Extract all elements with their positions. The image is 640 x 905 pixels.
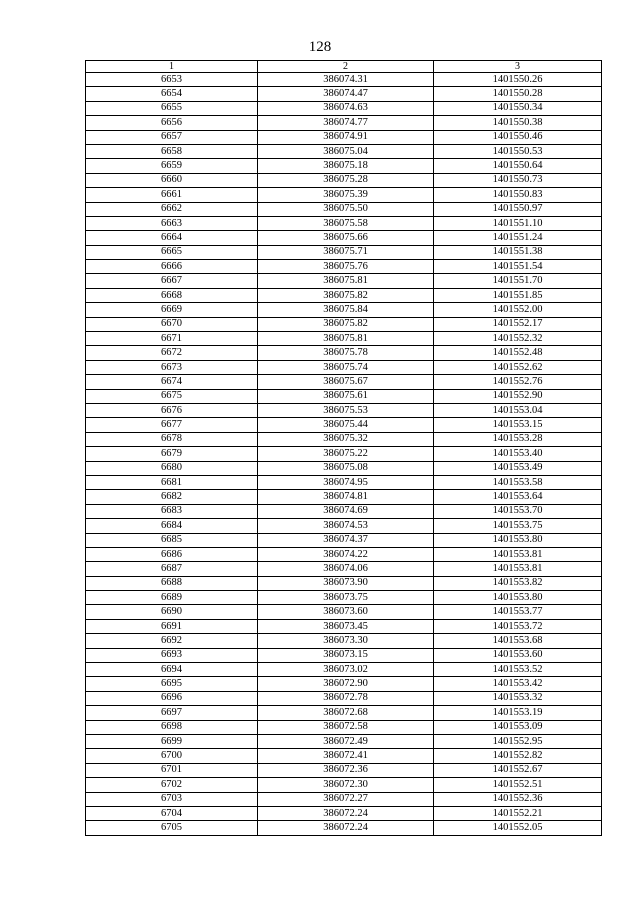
y-coordinate-cell: 1401553.72: [434, 619, 602, 633]
y-coordinate-cell: 1401553.19: [434, 706, 602, 720]
point-number-cell: 6689: [86, 591, 258, 605]
point-number-cell: 6674: [86, 375, 258, 389]
y-coordinate-cell: 1401551.70: [434, 274, 602, 288]
table-row: [86, 360, 602, 374]
point-number-cell: 6657: [86, 130, 258, 144]
y-coordinate-cell: 1401553.81: [434, 547, 602, 561]
table-row: [86, 677, 602, 691]
x-coordinate-cell: 386072.90: [258, 677, 434, 691]
table-row: [86, 188, 602, 202]
x-coordinate-cell: 386075.81: [258, 274, 434, 288]
point-number-cell: 6658: [86, 144, 258, 158]
x-coordinate-cell: 386074.22: [258, 547, 434, 561]
table-row: [86, 461, 602, 475]
x-coordinate-cell: 386075.32: [258, 432, 434, 446]
point-number-cell: 6693: [86, 648, 258, 662]
x-coordinate-cell: 386072.24: [258, 806, 434, 820]
x-coordinate-cell: 386074.47: [258, 87, 434, 101]
table-row: [86, 734, 602, 748]
y-coordinate-cell: 1401550.34: [434, 101, 602, 115]
x-coordinate-cell: 386073.60: [258, 605, 434, 619]
y-coordinate-cell: 1401553.58: [434, 475, 602, 489]
y-coordinate-cell: 1401550.38: [434, 116, 602, 130]
x-coordinate-cell: 386075.71: [258, 245, 434, 259]
y-coordinate-cell: 1401553.80: [434, 591, 602, 605]
point-number-cell: 6679: [86, 447, 258, 461]
y-coordinate-cell: 1401553.09: [434, 720, 602, 734]
point-number-cell: 6700: [86, 749, 258, 763]
x-coordinate-cell: 386072.78: [258, 691, 434, 705]
y-coordinate-cell: 1401552.95: [434, 734, 602, 748]
x-coordinate-cell: 386074.69: [258, 504, 434, 518]
table-row: [86, 375, 602, 389]
x-coordinate-cell: 386074.81: [258, 490, 434, 504]
x-coordinate-cell: 386075.39: [258, 188, 434, 202]
table-row: [86, 778, 602, 792]
y-coordinate-cell: 1401553.15: [434, 418, 602, 432]
y-coordinate-cell: 1401553.32: [434, 691, 602, 705]
y-coordinate-cell: 1401550.64: [434, 159, 602, 173]
table-row: [86, 202, 602, 216]
coordinates-table: [85, 60, 602, 836]
x-coordinate-cell: 386072.49: [258, 734, 434, 748]
point-number-cell: 6688: [86, 576, 258, 590]
table-row: [86, 519, 602, 533]
point-number-cell: 6702: [86, 778, 258, 792]
x-coordinate-cell: 386075.74: [258, 360, 434, 374]
y-coordinate-cell: 1401551.24: [434, 231, 602, 245]
y-coordinate-cell: 1401552.21: [434, 806, 602, 820]
x-coordinate-cell: 386074.91: [258, 130, 434, 144]
x-coordinate-cell: 386075.04: [258, 144, 434, 158]
x-coordinate-cell: 386075.61: [258, 389, 434, 403]
y-coordinate-cell: 1401550.73: [434, 173, 602, 187]
point-number-cell: 6678: [86, 432, 258, 446]
point-number-cell: 6662: [86, 202, 258, 216]
y-coordinate-cell: 1401550.83: [434, 188, 602, 202]
y-coordinate-cell: 1401550.53: [434, 144, 602, 158]
x-coordinate-cell: 386072.30: [258, 778, 434, 792]
x-coordinate-cell: 386075.81: [258, 332, 434, 346]
y-coordinate-cell: 1401552.32: [434, 332, 602, 346]
y-coordinate-cell: 1401552.62: [434, 360, 602, 374]
x-coordinate-cell: 386072.68: [258, 706, 434, 720]
point-number-cell: 6670: [86, 317, 258, 331]
x-coordinate-cell: 386073.30: [258, 634, 434, 648]
point-number-cell: 6671: [86, 332, 258, 346]
table-row: [86, 144, 602, 158]
point-number-cell: 6673: [86, 360, 258, 374]
table-row: [86, 231, 602, 245]
y-coordinate-cell: 1401553.75: [434, 519, 602, 533]
point-number-cell: 6697: [86, 706, 258, 720]
table-row: [86, 432, 602, 446]
point-number-cell: 6664: [86, 231, 258, 245]
y-coordinate-cell: 1401550.46: [434, 130, 602, 144]
x-coordinate-cell: 386075.66: [258, 231, 434, 245]
y-coordinate-cell: 1401552.05: [434, 821, 602, 835]
table-row: [86, 504, 602, 518]
x-coordinate-cell: 386073.45: [258, 619, 434, 633]
column-header-2: 2: [258, 61, 434, 73]
x-coordinate-cell: 386075.84: [258, 303, 434, 317]
point-number-cell: 6680: [86, 461, 258, 475]
table-row: [86, 490, 602, 504]
x-coordinate-cell: 386074.53: [258, 519, 434, 533]
table-row: [86, 403, 602, 417]
table-row: [86, 648, 602, 662]
table-row: [86, 245, 602, 259]
x-coordinate-cell: 386072.27: [258, 792, 434, 806]
table-row: [86, 792, 602, 806]
y-coordinate-cell: 1401550.97: [434, 202, 602, 216]
x-coordinate-cell: 386075.08: [258, 461, 434, 475]
table-row: [86, 749, 602, 763]
point-number-cell: 6661: [86, 188, 258, 202]
point-number-cell: 6705: [86, 821, 258, 835]
x-coordinate-cell: 386074.06: [258, 562, 434, 576]
point-number-cell: 6655: [86, 101, 258, 115]
y-coordinate-cell: 1401552.51: [434, 778, 602, 792]
table-row: [86, 691, 602, 705]
x-coordinate-cell: 386075.18: [258, 159, 434, 173]
y-coordinate-cell: 1401552.76: [434, 375, 602, 389]
point-number-cell: 6659: [86, 159, 258, 173]
table-row: [86, 619, 602, 633]
point-number-cell: 6698: [86, 720, 258, 734]
point-number-cell: 6672: [86, 346, 258, 360]
point-number-cell: 6654: [86, 87, 258, 101]
y-coordinate-cell: 1401553.70: [434, 504, 602, 518]
y-coordinate-cell: 1401552.00: [434, 303, 602, 317]
point-number-cell: 6653: [86, 73, 258, 87]
table-row: [86, 87, 602, 101]
x-coordinate-cell: 386073.15: [258, 648, 434, 662]
y-coordinate-cell: 1401550.28: [434, 87, 602, 101]
point-number-cell: 6665: [86, 245, 258, 259]
table-row: [86, 274, 602, 288]
table-row: [86, 332, 602, 346]
y-coordinate-cell: 1401553.68: [434, 634, 602, 648]
table-row: [86, 663, 602, 677]
x-coordinate-cell: 386075.82: [258, 317, 434, 331]
point-number-cell: 6690: [86, 605, 258, 619]
table-row: [86, 576, 602, 590]
x-coordinate-cell: 386073.75: [258, 591, 434, 605]
point-number-cell: 6695: [86, 677, 258, 691]
table-row: [86, 706, 602, 720]
y-coordinate-cell: 1401553.40: [434, 447, 602, 461]
table-row: [86, 116, 602, 130]
y-coordinate-cell: 1401553.52: [434, 663, 602, 677]
y-coordinate-cell: 1401552.67: [434, 763, 602, 777]
point-number-cell: 6701: [86, 763, 258, 777]
y-coordinate-cell: 1401552.17: [434, 317, 602, 331]
table-row: [86, 605, 602, 619]
x-coordinate-cell: 386074.77: [258, 116, 434, 130]
point-number-cell: 6686: [86, 547, 258, 561]
y-coordinate-cell: 1401553.04: [434, 403, 602, 417]
y-coordinate-cell: 1401553.28: [434, 432, 602, 446]
table-header-row: [86, 61, 602, 73]
table-row: [86, 806, 602, 820]
table-row: [86, 288, 602, 302]
point-number-cell: 6684: [86, 519, 258, 533]
column-header-1: 1: [86, 61, 258, 73]
table-row: [86, 159, 602, 173]
x-coordinate-cell: 386075.22: [258, 447, 434, 461]
point-number-cell: 6694: [86, 663, 258, 677]
y-coordinate-cell: 1401551.10: [434, 216, 602, 230]
x-coordinate-cell: 386075.78: [258, 346, 434, 360]
point-number-cell: 6682: [86, 490, 258, 504]
table-row: [86, 303, 602, 317]
y-coordinate-cell: 1401553.77: [434, 605, 602, 619]
y-coordinate-cell: 1401553.42: [434, 677, 602, 691]
table-row: [86, 317, 602, 331]
y-coordinate-cell: 1401550.26: [434, 73, 602, 87]
x-coordinate-cell: 386074.95: [258, 475, 434, 489]
table-row: [86, 720, 602, 734]
x-coordinate-cell: 386075.28: [258, 173, 434, 187]
table-row: [86, 101, 602, 115]
table-row: [86, 547, 602, 561]
y-coordinate-cell: 1401552.90: [434, 389, 602, 403]
x-coordinate-cell: 386072.24: [258, 821, 434, 835]
x-coordinate-cell: 386074.37: [258, 533, 434, 547]
x-coordinate-cell: 386075.76: [258, 260, 434, 274]
x-coordinate-cell: 386075.44: [258, 418, 434, 432]
x-coordinate-cell: 386072.41: [258, 749, 434, 763]
point-number-cell: 6681: [86, 475, 258, 489]
page-number: 128: [308, 39, 332, 55]
table-row: [86, 475, 602, 489]
table-row: [86, 130, 602, 144]
table-row: [86, 447, 602, 461]
y-coordinate-cell: 1401553.80: [434, 533, 602, 547]
x-coordinate-cell: 386075.58: [258, 216, 434, 230]
x-coordinate-cell: 386075.50: [258, 202, 434, 216]
x-coordinate-cell: 386073.02: [258, 663, 434, 677]
x-coordinate-cell: 386075.53: [258, 403, 434, 417]
point-number-cell: 6676: [86, 403, 258, 417]
y-coordinate-cell: 1401553.81: [434, 562, 602, 576]
table-row: [86, 763, 602, 777]
x-coordinate-cell: 386072.36: [258, 763, 434, 777]
x-coordinate-cell: 386072.58: [258, 720, 434, 734]
point-number-cell: 6687: [86, 562, 258, 576]
point-number-cell: 6696: [86, 691, 258, 705]
point-number-cell: 6669: [86, 303, 258, 317]
y-coordinate-cell: 1401551.38: [434, 245, 602, 259]
table-row: [86, 346, 602, 360]
point-number-cell: 6699: [86, 734, 258, 748]
table-row: [86, 821, 602, 835]
y-coordinate-cell: 1401553.64: [434, 490, 602, 504]
x-coordinate-cell: 386073.90: [258, 576, 434, 590]
point-number-cell: 6656: [86, 116, 258, 130]
table-body: [86, 73, 602, 836]
table-row: [86, 418, 602, 432]
table-row: [86, 634, 602, 648]
point-number-cell: 6692: [86, 634, 258, 648]
table-row: [86, 533, 602, 547]
y-coordinate-cell: 1401551.54: [434, 260, 602, 274]
table-row: [86, 173, 602, 187]
x-coordinate-cell: 386075.82: [258, 288, 434, 302]
point-number-cell: 6666: [86, 260, 258, 274]
y-coordinate-cell: 1401553.82: [434, 576, 602, 590]
point-number-cell: 6677: [86, 418, 258, 432]
point-number-cell: 6667: [86, 274, 258, 288]
table-row: [86, 591, 602, 605]
point-number-cell: 6675: [86, 389, 258, 403]
table-row: [86, 562, 602, 576]
table-row: [86, 260, 602, 274]
point-number-cell: 6683: [86, 504, 258, 518]
y-coordinate-cell: 1401552.48: [434, 346, 602, 360]
table-row: [86, 216, 602, 230]
x-coordinate-cell: 386075.67: [258, 375, 434, 389]
point-number-cell: 6660: [86, 173, 258, 187]
y-coordinate-cell: 1401553.49: [434, 461, 602, 475]
point-number-cell: 6691: [86, 619, 258, 633]
point-number-cell: 6685: [86, 533, 258, 547]
x-coordinate-cell: 386074.63: [258, 101, 434, 115]
point-number-cell: 6703: [86, 792, 258, 806]
y-coordinate-cell: 1401551.85: [434, 288, 602, 302]
point-number-cell: 6704: [86, 806, 258, 820]
y-coordinate-cell: 1401552.82: [434, 749, 602, 763]
table-row: [86, 73, 602, 87]
table-row: [86, 389, 602, 403]
y-coordinate-cell: 1401553.60: [434, 648, 602, 662]
y-coordinate-cell: 1401552.36: [434, 792, 602, 806]
column-header-3: 3: [434, 61, 602, 73]
point-number-cell: 6663: [86, 216, 258, 230]
point-number-cell: 6668: [86, 288, 258, 302]
x-coordinate-cell: 386074.31: [258, 73, 434, 87]
